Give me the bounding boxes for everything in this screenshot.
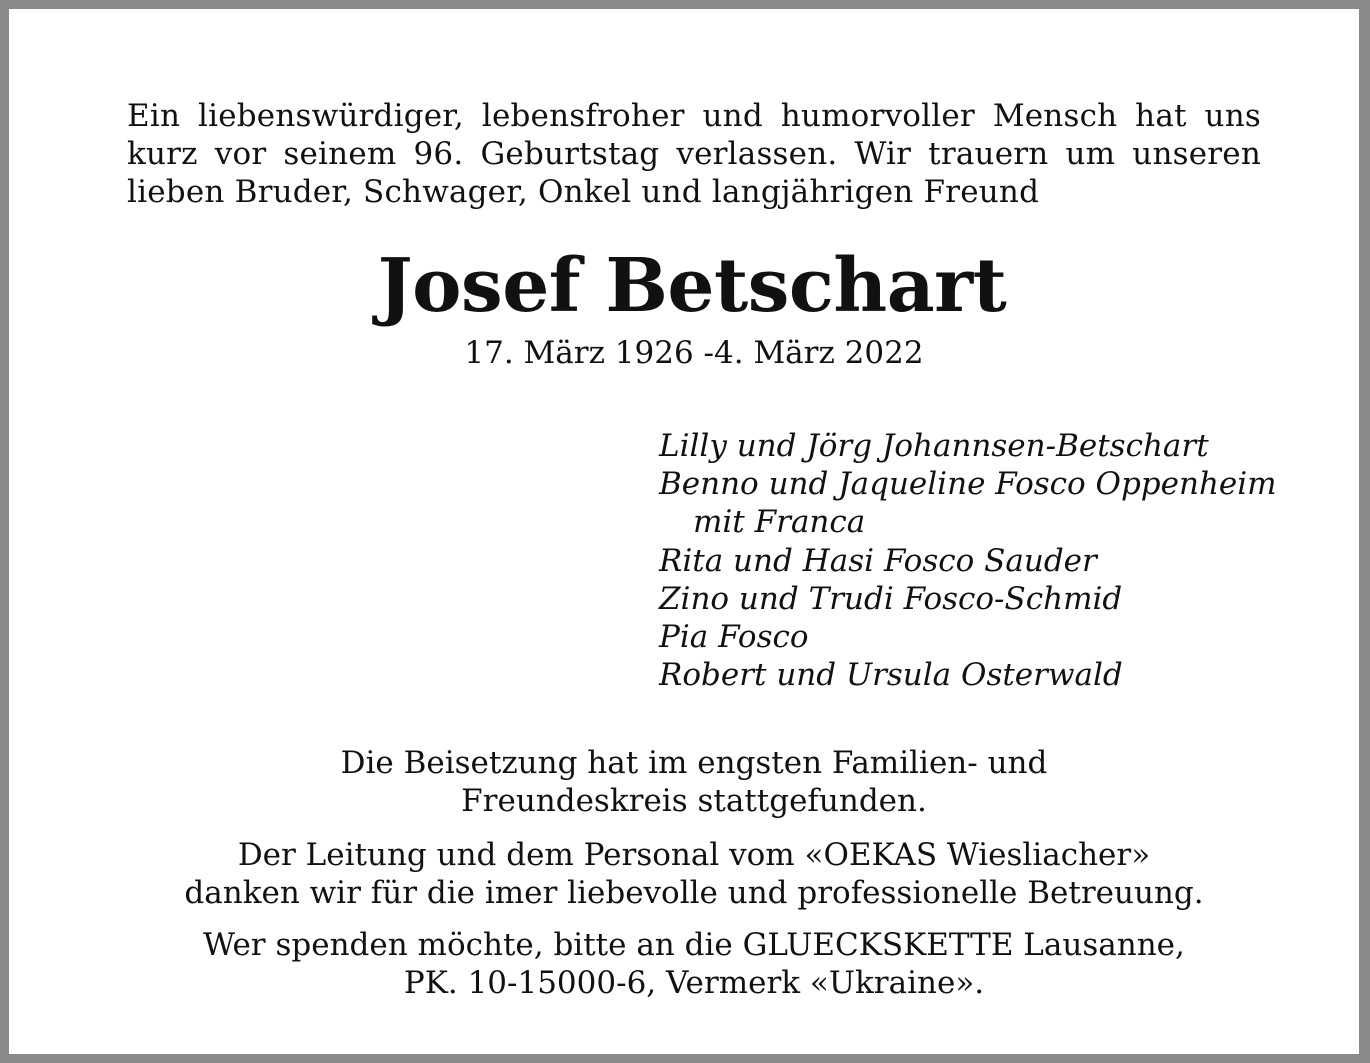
life-dates: 17. März 1926 -4. März 2022 — [464, 335, 924, 371]
mourner-line: Pia Fosco — [659, 619, 809, 656]
burial-notice-line: Freundeskreis stattgefunden. — [461, 783, 927, 819]
mourner-line: Zino und Trudi Fosco-Schmid — [659, 580, 1123, 617]
mourner-line-continuation: mit Franca — [693, 504, 866, 541]
donation-notice-line: Wer spenden möchte, bitte an die GLUECKSKETTE Lausanne, — [203, 927, 1185, 963]
intro-text: Ein liebenswürdiger, lebensfroher und humorvoller Mensch hat uns kurz vor seinem 96. Geburtstag verlassen. Wir trauern um unseren lieben Bruder, Schwager, Onkel und langjährigen Freund — [127, 98, 1261, 210]
deceased-name: Josef Betschart — [377, 243, 1007, 329]
burial-notice-line: Die Beisetzung hat im engsten Familien- und — [340, 745, 1048, 781]
burial-notice — [9, 744, 1370, 820]
thanks-notice-line: danken wir für die imer liebevolle und professionelle Betreuung. — [184, 875, 1204, 911]
thanks-notice-line: Der Leitung und dem Personal vom «OEKAS Wiesliacher» — [237, 837, 1151, 873]
mourner-line: Rita und Hasi Fosco Sauder — [659, 542, 1097, 579]
mourner-line: Lilly und Jörg Johannsen-Betschart — [659, 428, 1209, 464]
mourners-list — [659, 427, 1277, 694]
donation-notice — [9, 926, 1370, 1002]
mourner-line: Benno und Jaqueline Fosco Oppenheim — [659, 466, 1277, 503]
donation-notice-line: PK. 10-15000-6, Vermerk «Ukraine». — [403, 965, 985, 1001]
thanks-notice — [9, 836, 1370, 912]
mourner-line: Robert und Ursula Osterwald — [659, 657, 1123, 694]
